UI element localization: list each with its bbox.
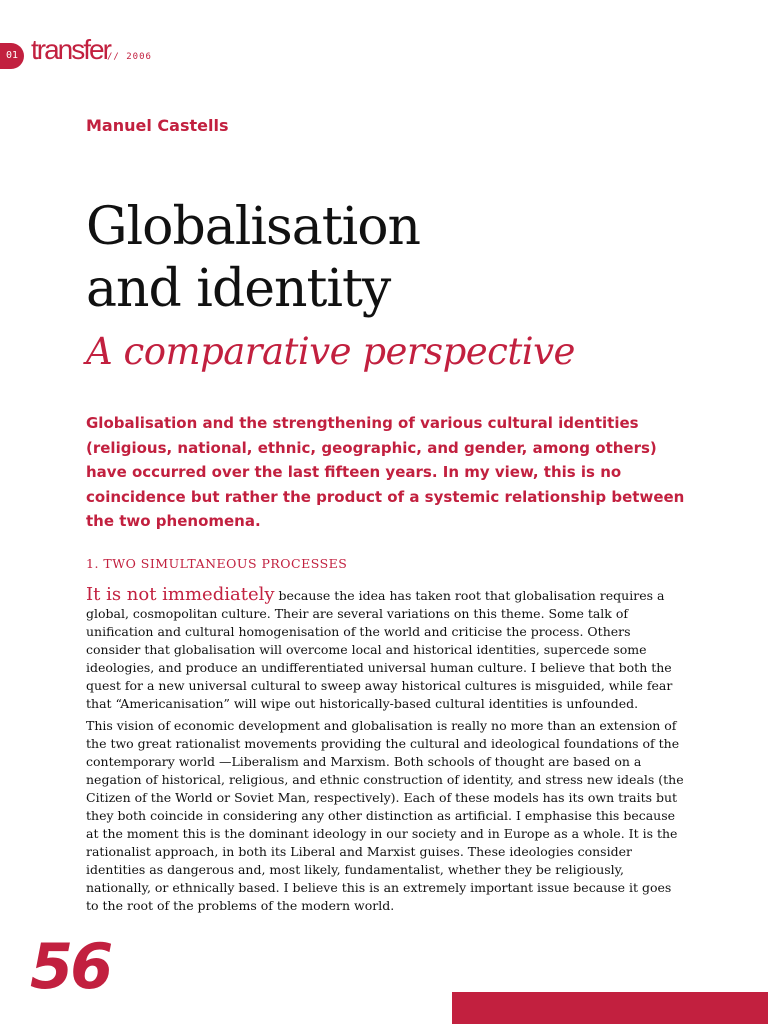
footer-decorative-bar xyxy=(452,992,768,1024)
paragraph-lead-in: It is not immediately xyxy=(86,584,275,605)
issue-year: // 2006 xyxy=(107,52,152,62)
magazine-logo: transfer xyxy=(31,34,110,65)
author-name: Manuel Castells xyxy=(86,116,229,135)
article-title xyxy=(86,196,420,320)
article-abstract: Globalisation and the strengthening of various cultural identities (religious, national, ethnic, geographic, and gender, among others) have occurred over the last fifteen years. In my view, this is no coincidence but rather the product of a systemic relationship between the two phenomena. xyxy=(86,414,685,530)
body-paragraph: This vision of economic development and globalisation is really no more than an extension of the two great rationalist movements providing the cultural and ideological foundations of the contemporary world —Liberalism and Marxism. Both schools of thought are based on a negation of historical, religious, and ethnic construction of identity, and stress new ideals (the Citizen of the World or Soviet Man, respectively). Each of these models has its own traits but they both coincide in considering any other distinction as artificial. I emphasise this because at the moment this is the dominant ideology in our society and in Europe as a whole. It is the rationalist approach, in both its Liberal and Marxist guises. These ideologies consider identities as dangerous and, most likely, fundamentalist, whether they be religiously, nationally, or ethnically based. I believe this is an extremely important issue because it goes to the root of the problems of the modern world. xyxy=(86,718,684,913)
body-paragraph xyxy=(86,586,686,713)
page-number: 56 xyxy=(30,930,111,1003)
title-line-1: Globalisation xyxy=(86,197,421,257)
title-line-2: and identity xyxy=(86,259,391,319)
section-heading: 1. TWO SIMULTANEOUS PROCESSES xyxy=(86,556,348,571)
issue-badge: 01 xyxy=(0,43,24,69)
article-body xyxy=(86,586,686,919)
article-subtitle: A comparative perspective xyxy=(86,330,575,373)
paragraph-text: because the idea has taken root that globalisation requires a global, cosmopolitan culture. Their are several variations on this theme. Some talk of unification and cultural homogenisation of the world and criticise the process. Others consider that globalisation will overcome local and historical identities, supercede some ideologies, and produce an undifferentiated universal human culture. I believe that both the quest for a new universal cultural to sweep away historical cultures is misguided, while fear that “Americanisation” will wipe out historically-based cultural identities is unfounded. xyxy=(86,588,673,711)
